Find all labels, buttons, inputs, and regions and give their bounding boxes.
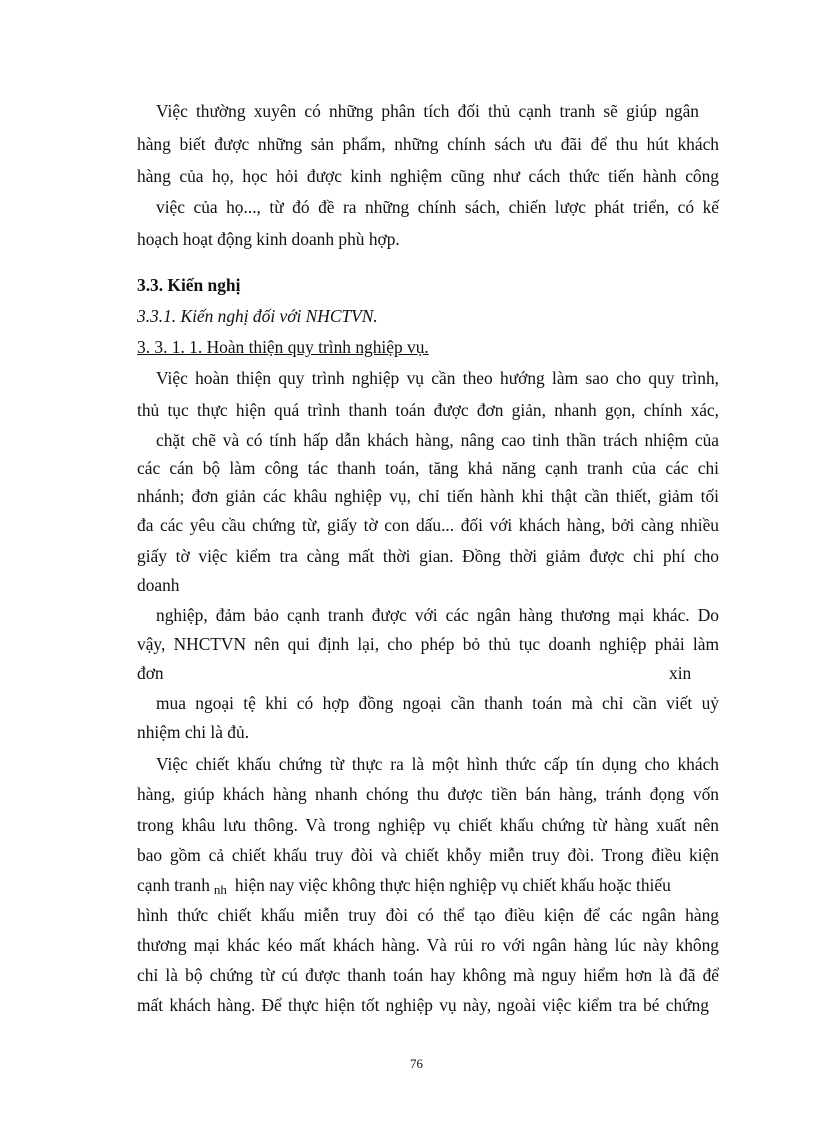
text-line: xin: [669, 663, 692, 683]
text-line: Việc chiết khấu chứng từ thực ra là một hình thức cấp tín dụng cho khách: [156, 754, 719, 774]
text-line: nhiệm chi là đủ.: [137, 722, 250, 742]
subsubsection-heading: 3. 3. 1. 1. Hoàn thiện quy trình nghiệp vụ.: [137, 337, 429, 357]
text-line: chỉ là bộ chứng từ cú được thanh toán hay không mà nguy hiểm hơn là đã để: [137, 965, 719, 985]
text-line: thương mại khác kéo mất khách hàng. Và rủi ro với ngân hàng lúc này không: [137, 935, 719, 955]
text-line: các cán bộ làm công tác thanh toán, tăng khả năng cạnh tranh của các chi: [137, 458, 719, 478]
subsection-heading: 3.3.1. Kiến nghị đối với NHCTVN.: [137, 306, 378, 326]
text-line: đơn: [137, 663, 164, 683]
section-heading: 3.3. Kiến nghị: [137, 275, 241, 295]
text-line: nhánh; đơn giản các khâu nghiệp vụ, chỉ tiến hành khi thật cần thiết, giảm tối: [137, 486, 719, 506]
text-line: doanh: [137, 575, 180, 595]
text-line: nghiệp, đảm bảo cạnh tranh được với các ngân hàng thương mại khác. Do: [156, 605, 719, 625]
text-line: mua ngoại tệ khi có hợp đồng ngoại cần thanh toán mà chỉ cần viết uỷ: [156, 693, 719, 713]
text-line: vậy, NHCTVN nên qui định lại, cho phép bỏ thủ tục doanh nghiệp phải làm: [137, 634, 719, 654]
text-line: hàng biết được những sản phẩm, những chính sách ưu đãi để thu hút khách: [137, 134, 719, 154]
text-line: bao gồm cả chiết khấu truy đòi và chiết khỗy miễn truy đòi. Trong điều kiện: [137, 845, 719, 865]
text-line: Việc hoàn thiện quy trình nghiệp vụ cần theo hướng làm sao cho quy trình,: [156, 368, 719, 388]
text-line: hoạch hoạt động kinh doanh phù hợp.: [137, 229, 400, 249]
text-run: hiện nay việc không thực hiện nghiệp vụ chiết khấu hoặc thiếu: [234, 875, 671, 895]
page-number: 76: [410, 1056, 423, 1071]
text-line: việc của họ..., từ đó đề ra những chính sách, chiến lược phát triển, có kế: [156, 197, 719, 217]
stray-fragment: nh: [213, 882, 227, 897]
text-line: mất khách hàng. Để thực hiện tốt nghiệp vụ này, ngoài việc kiểm tra bé chứng: [137, 995, 709, 1015]
text-line: [137, 873, 671, 899]
text-line: hàng, giúp khách hàng nhanh chóng thu được tiền bán hàng, tránh đọng vốn: [137, 784, 719, 804]
text-line: trong khâu lưu thông. Và trong nghiệp vụ chiết khấu chứng từ hàng xuất nên: [137, 815, 719, 835]
text-line: hình thức chiết khấu miễn truy đòi có thể tạo điều kiện để các ngân hàng: [137, 905, 719, 925]
text-line: hàng của họ, học hỏi được kinh nghiệm cũng như cách thức tiến hành công: [137, 166, 719, 186]
text-line: Việc thường xuyên có những phân tích đối thủ cạnh tranh sẽ giúp ngân: [156, 101, 699, 121]
text-line: thủ tục thực hiện quá trình thanh toán được đơn giản, nhanh gọn, chính xác,: [137, 400, 719, 420]
text-line: giấy tờ việc kiểm tra càng mất thời gian. Đồng thời giảm được chi phí cho: [137, 546, 719, 566]
text-line: chặt chẽ và có tính hấp dẫn khách hàng, nâng cao tinh thần trách nhiệm của: [156, 430, 719, 450]
text-run: cạnh tranh: [137, 875, 210, 895]
text-line: đa các yêu cầu chứng từ, giấy tờ con dấu... đối với khách hàng, bởi càng nhiều: [137, 515, 719, 535]
